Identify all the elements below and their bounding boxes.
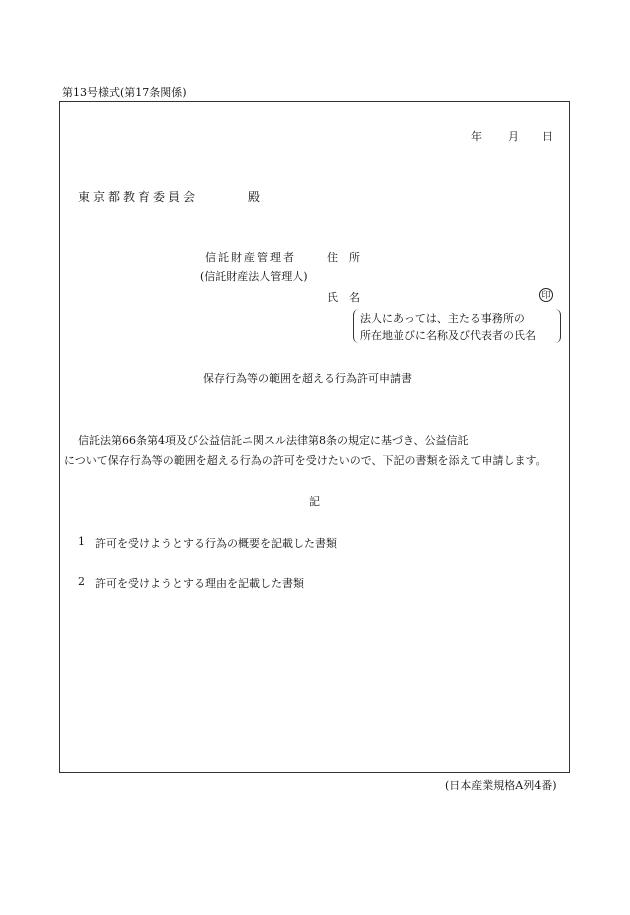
corporation-note-line-2: 所在地並びに名称及び代表者の氏名: [360, 329, 536, 342]
addressee-honorific: 殿: [248, 190, 261, 204]
body-line-1: 信託法第66条第4項及び公益信託ニ関スル法律第8条の規定に基づき、公益信託: [78, 434, 469, 447]
ki-heading: 記: [309, 495, 320, 508]
form-number-label: 第13号様式(第17条関係): [62, 86, 187, 99]
item-2-number: 2: [78, 575, 85, 588]
corporation-note-line-1: 法人にあっては、主たる事務所の: [360, 312, 525, 325]
date-year-label: 年: [471, 130, 482, 143]
date-day-label: 日: [542, 130, 553, 143]
address-label: 住 所: [327, 251, 360, 264]
addressee: 東京都教育委員会: [78, 190, 199, 204]
name-label: 氏 名: [327, 291, 360, 304]
applicant-role: 信託財産管理者: [205, 251, 296, 264]
paper-size-footer: (日本産業規格A列4番): [445, 779, 557, 792]
seal-mark: 印: [539, 288, 553, 302]
body-line-2: について保存行為等の範囲を超える行為の許可を受けたいので、下記の書類を添えて申請します。: [64, 454, 547, 467]
date-month-label: 月: [508, 130, 519, 143]
item-1-text: 許可を受けようとする行為の概要を記載した書類: [95, 537, 337, 550]
item-2-text: 許可を受けようとする理由を記載した書類: [95, 577, 304, 590]
document-title: 保存行為等の範囲を超える行為許可申請書: [203, 372, 412, 385]
corporation-note: [353, 309, 561, 343]
applicant-role-sub: (信託財産法人管理人): [200, 270, 308, 283]
item-1-number: 1: [78, 535, 85, 548]
